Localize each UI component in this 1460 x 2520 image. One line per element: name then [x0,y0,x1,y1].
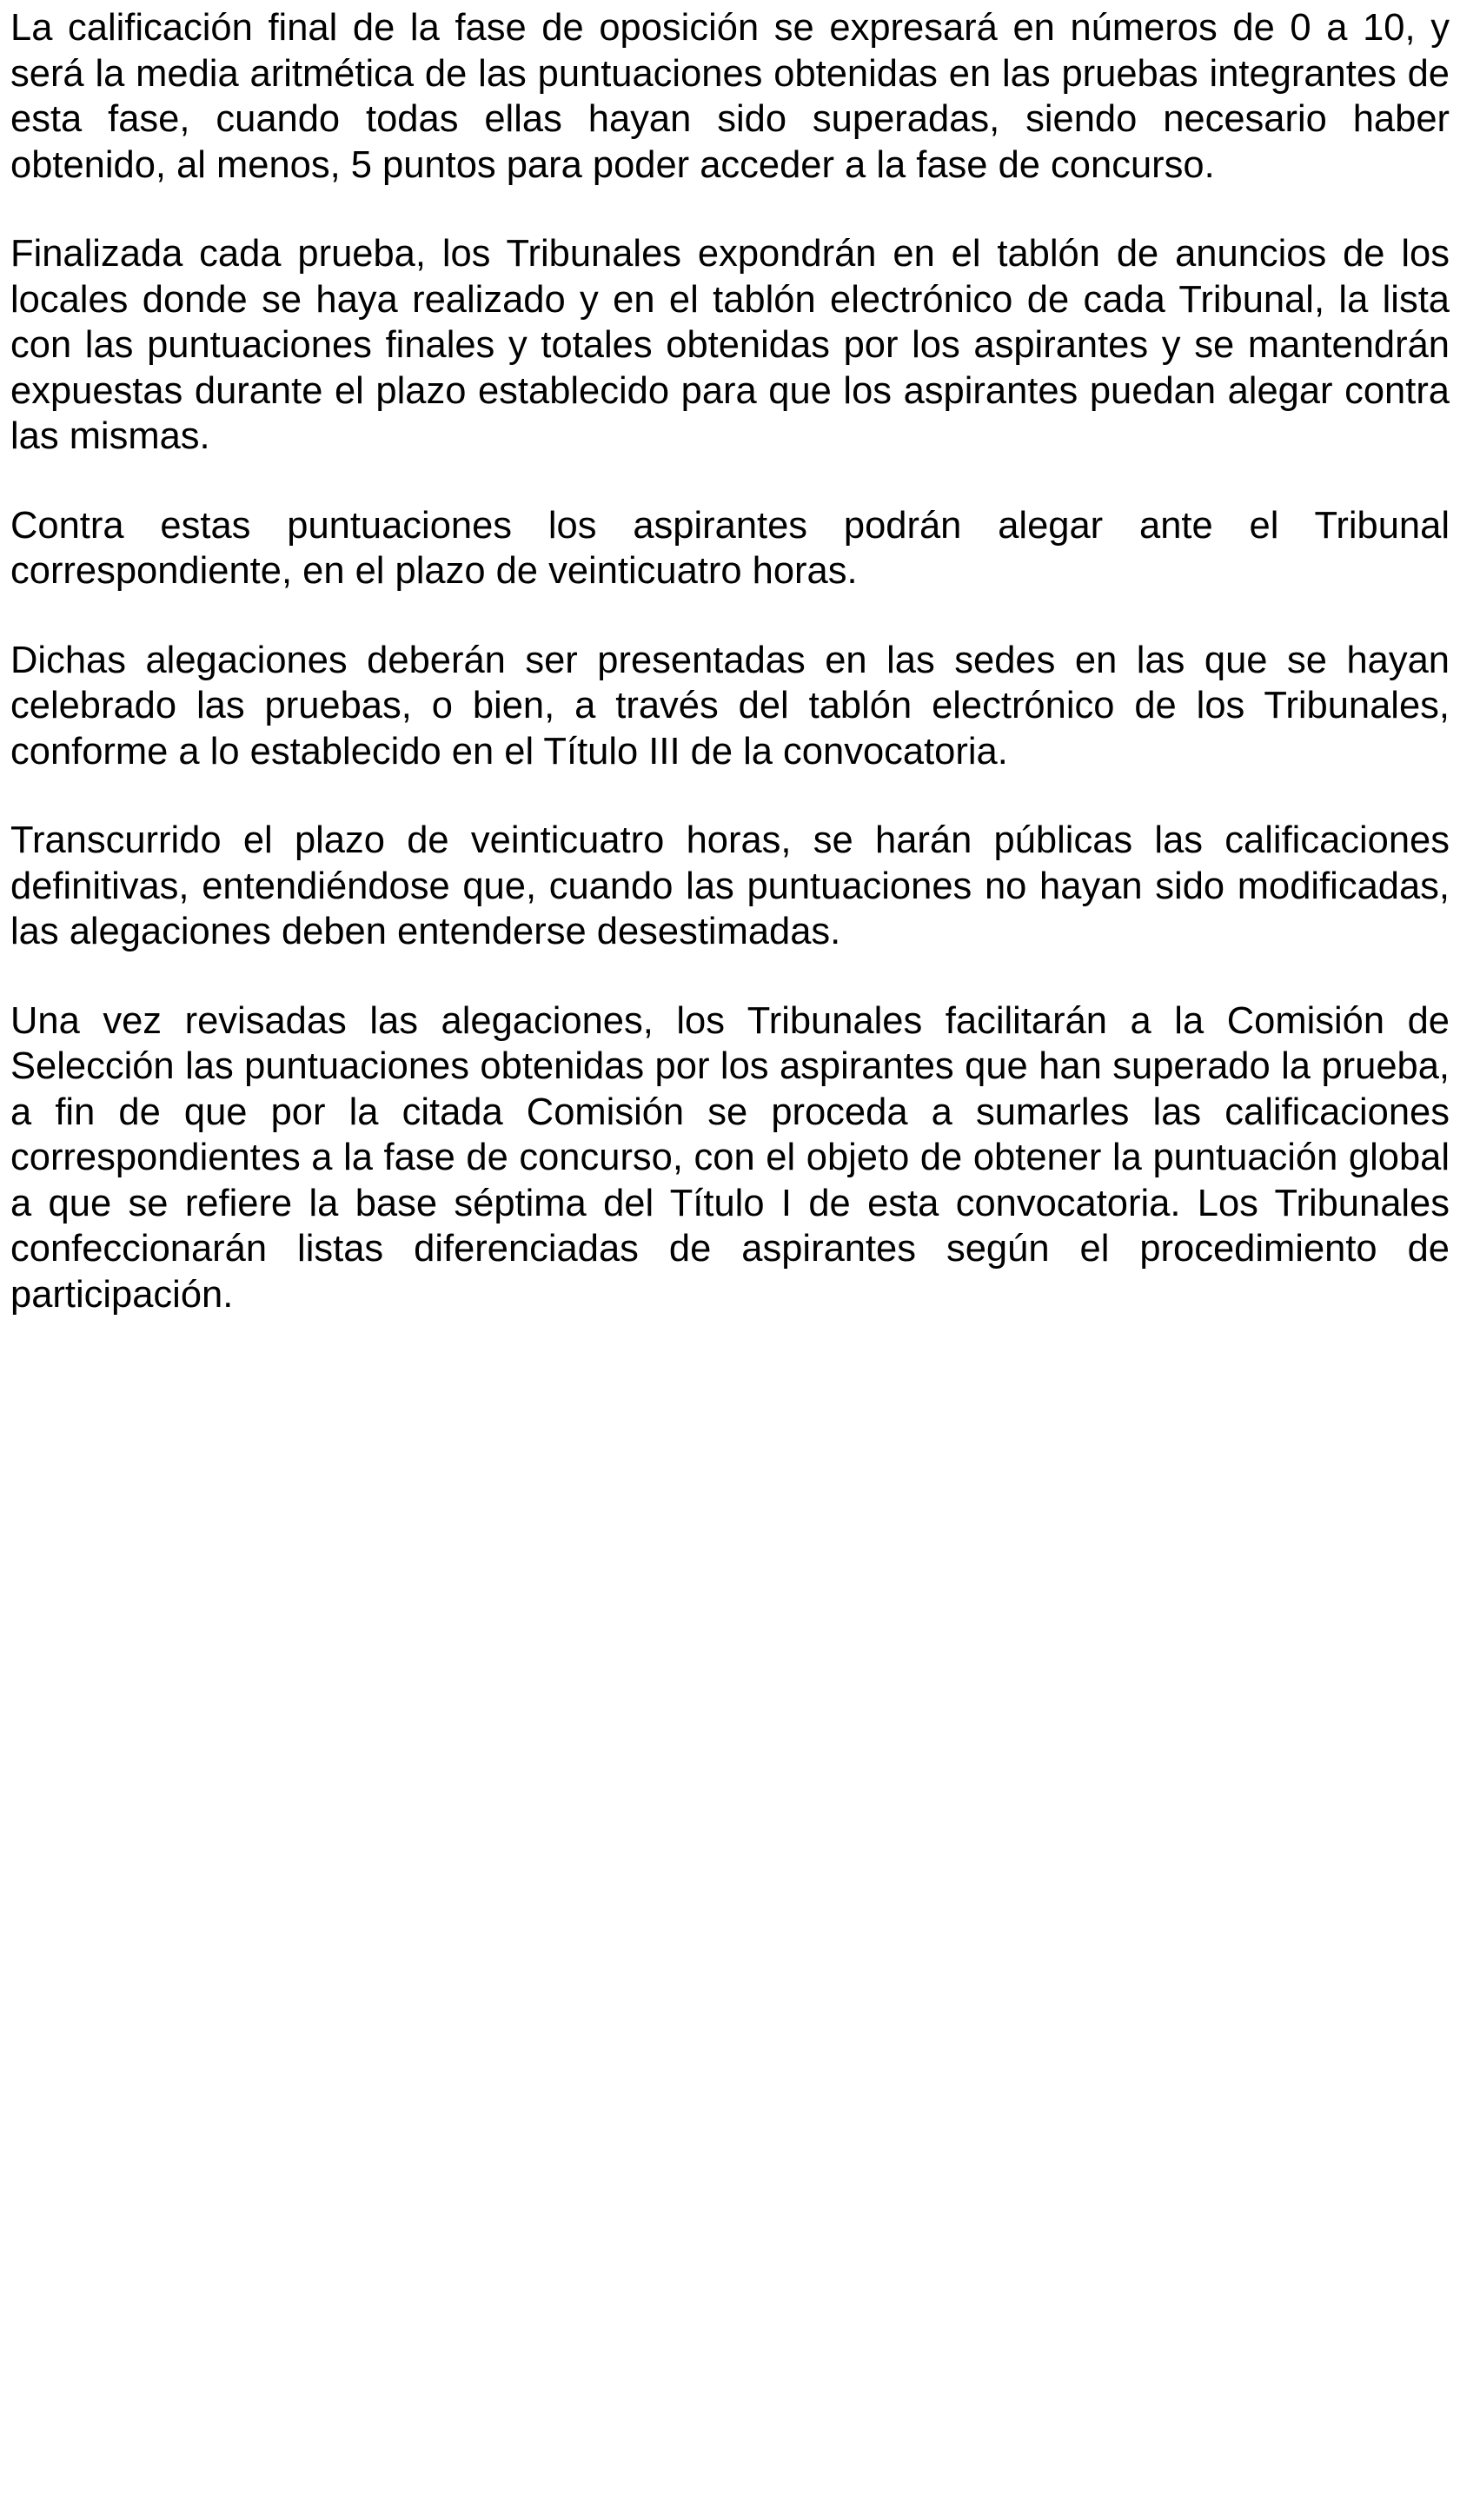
paragraph-appeal-deadline: Contra estas puntuaciones los aspirantes podrán alegar ante el Tribunal correspondiente, en el plazo de veinticuatro horas. [10,504,1450,592]
paragraph-definitive-grades: Transcurrido el plazo de veinticuatro horas, se harán públicas las calificaciones definitivas, entendiéndose que, cuando las puntuaciones no hayan sido modificadas, las alegaciones deben entenderse desestimadas. [10,819,1450,952]
paragraph-score-publication: Finalizada cada prueba, los Tribunales expondrán en el tablón de anuncios de los locales donde se haya realizado y en el tablón electrónico de cada Tribunal, la lista con las puntuaciones finales y totales obtenidas por los aspirantes y se mantendrán expuestas durante el plazo establecido para que los aspirantes puedan alegar contra las mismas. [10,233,1450,457]
paragraph-commission-lists: Una vez revisadas las alegaciones, los Tribunales facilitarán a la Comisión de Selección las puntuaciones obtenidas por los aspirantes que han superado la prueba, a fin de que por la citada Comisión se proceda a sumarles las calificaciones correspondientes a la fase de concurso, con el objeto de obtener la puntuación global a que se refiere la base séptima del Título I de esta convocatoria. Los Tribunales confeccionarán listas diferenciadas de aspirantes según el procedimiento de participación. [10,999,1450,1316]
document-body [10,5,1450,1361]
paragraph-final-grade: La calificación final de la fase de oposición se expresará en números de 0 a 10, y será la media aritmética de las puntuaciones obtenidas en las pruebas integrantes de esta fase, cuando todas ellas hayan sido superadas, siendo necesario haber obtenido, al menos, 5 puntos para poder acceder a la fase de concurso. [10,7,1450,186]
paragraph-appeal-submission: Dichas alegaciones deberán ser presentadas en las sedes en las que se hayan celebrado las pruebas, o bien, a través del tablón electrónico de los Tribunales, conforme a lo establecido en el Título III de la convocatoria. [10,639,1450,773]
